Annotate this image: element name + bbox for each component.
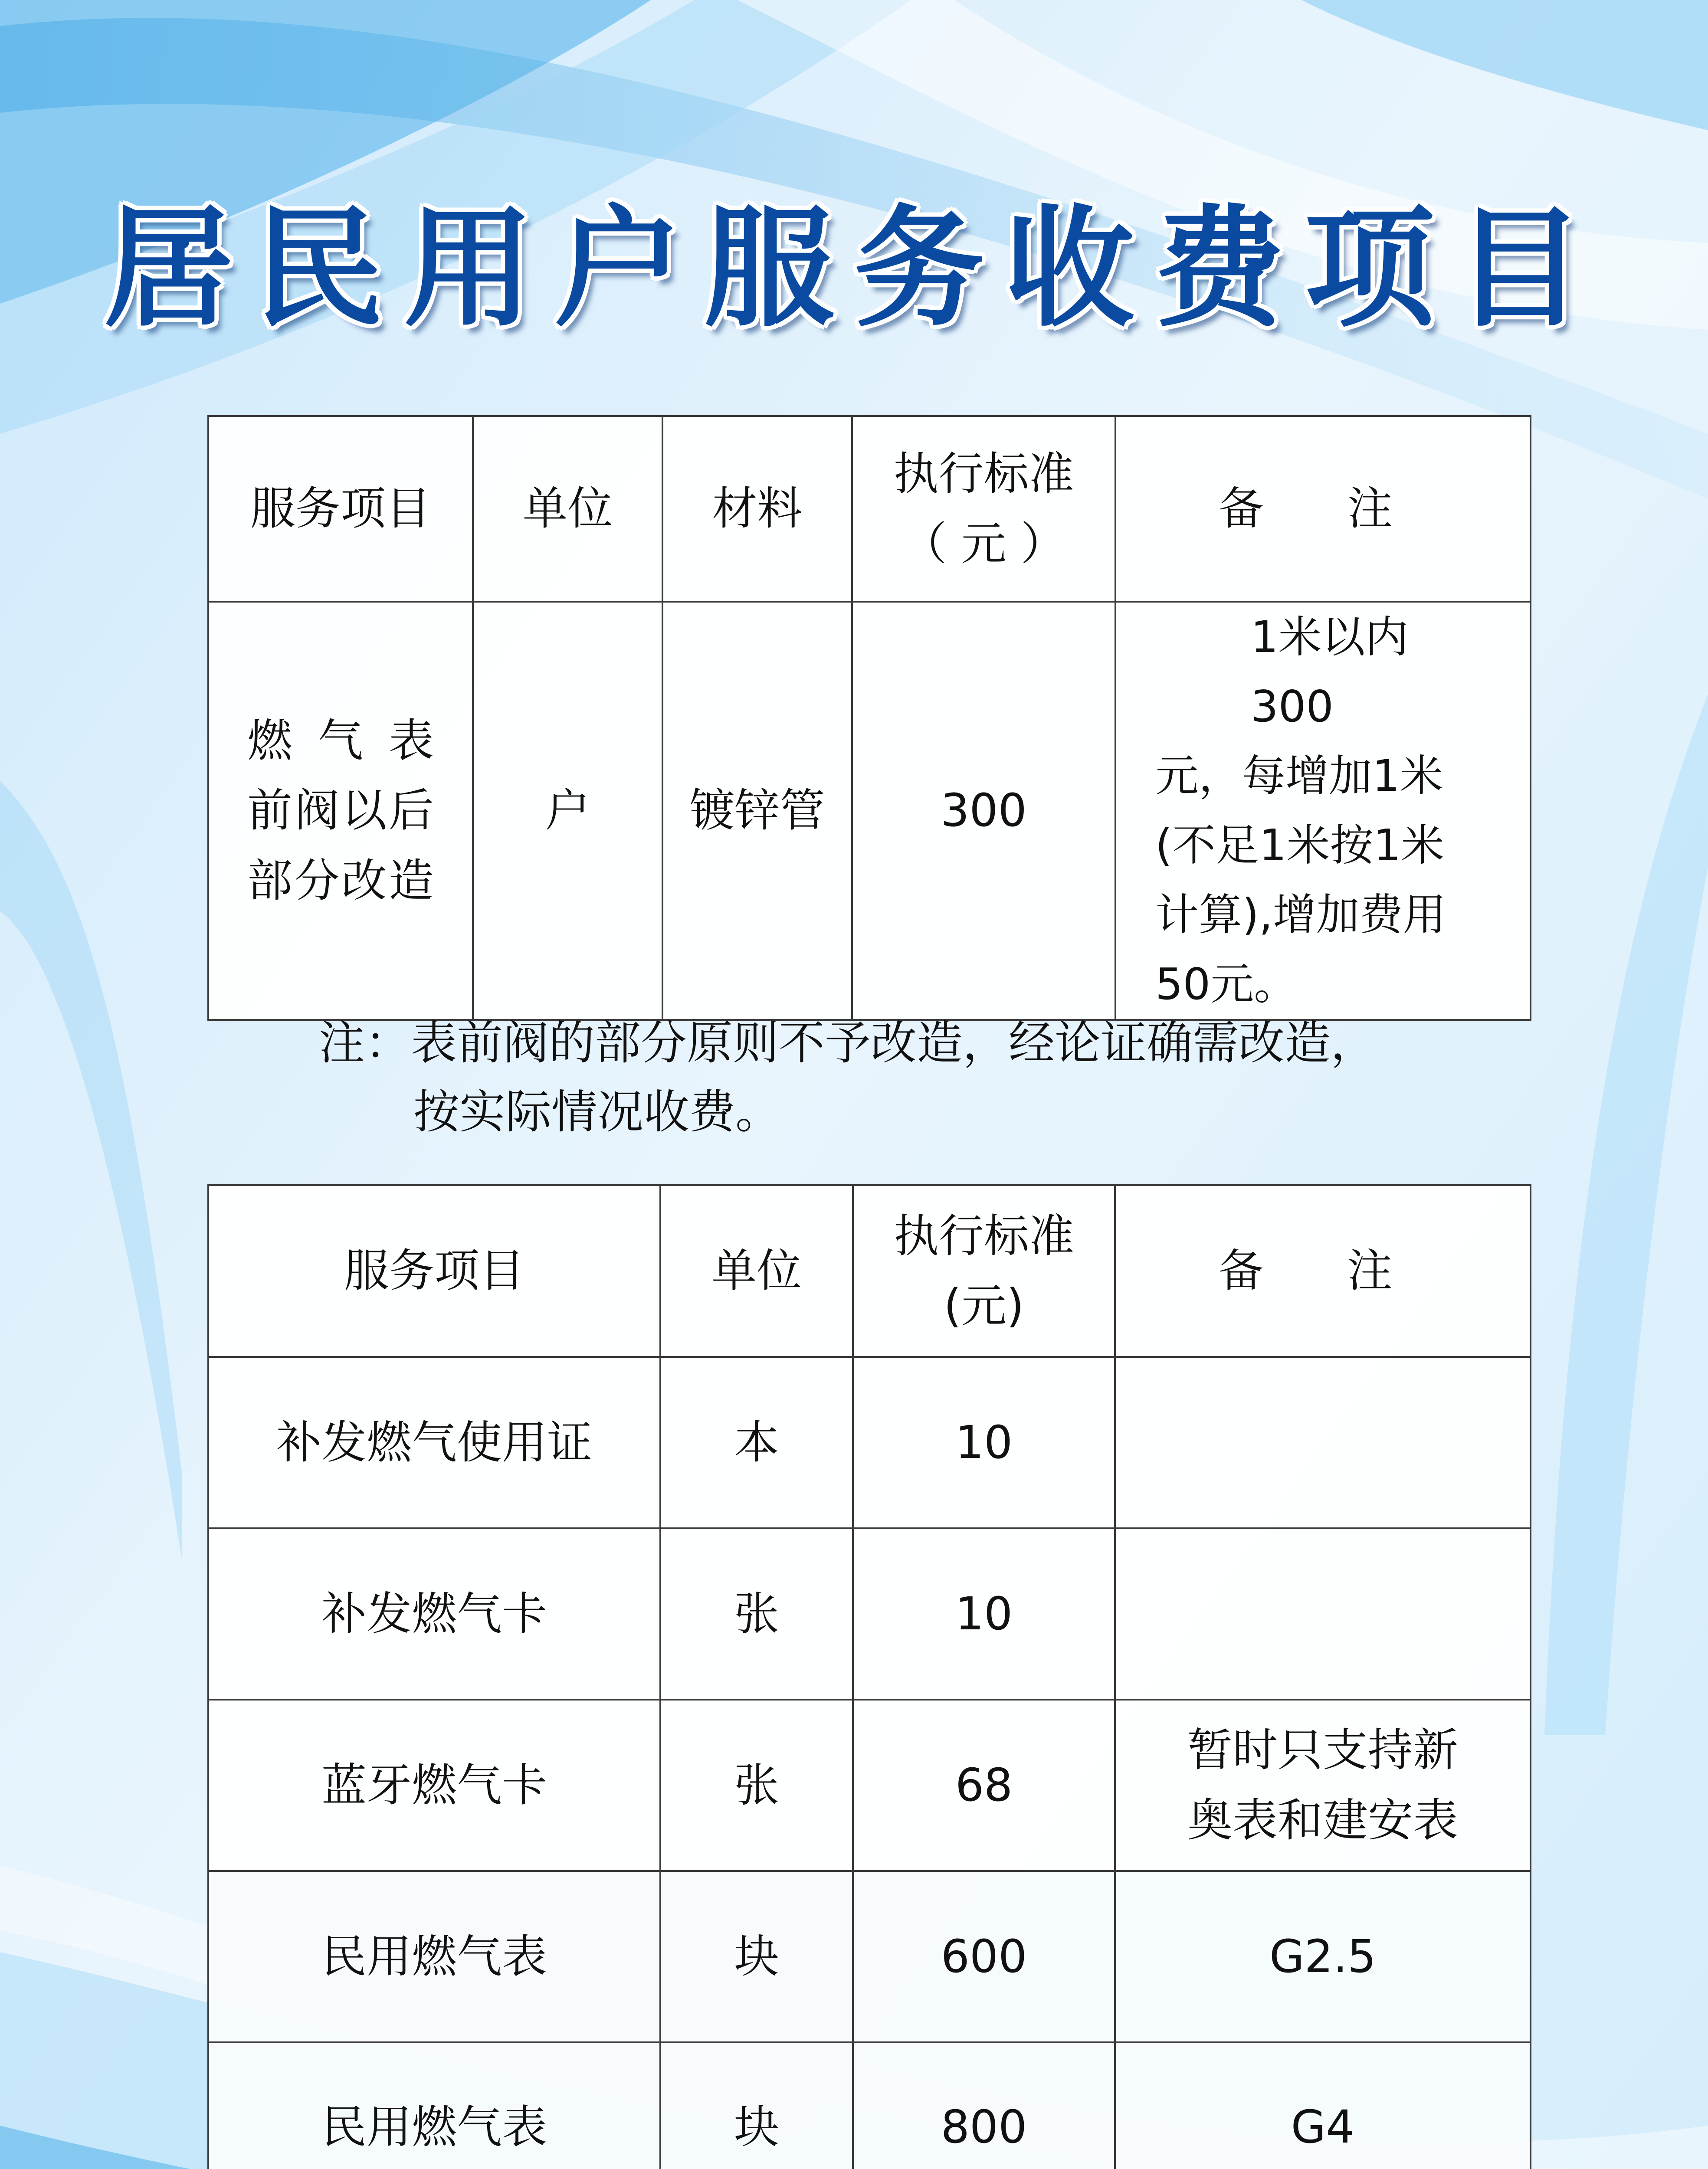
remark-line2: 元，每增加1米 (1155, 750, 1443, 801)
cell-item: 蓝牙燃气卡 (208, 1700, 660, 1871)
cell-standard: 68 (853, 1700, 1115, 1871)
header-item: 服务项目 (208, 1185, 660, 1357)
table-row (208, 2042, 1531, 2169)
header-standard-line2: （ 元 ） (902, 517, 1066, 570)
header-remark: 备 注 (1115, 416, 1531, 602)
header-item: 服务项目 (208, 416, 473, 602)
cell-standard: 300 (852, 602, 1115, 1020)
table-row (208, 1528, 1531, 1700)
cell-item: 补发燃气使用证 (208, 1357, 660, 1528)
cell-standard: 10 (853, 1357, 1115, 1528)
header-unit: 单位 (473, 416, 662, 602)
cell-item: 补发燃气卡 (208, 1528, 660, 1700)
page-title: 居民用户服务收费项目 (103, 193, 1605, 344)
header-standard-line2: (元) (944, 1279, 1024, 1332)
table-header-row (208, 416, 1531, 602)
cell-unit: 块 (660, 2042, 853, 2169)
cell-material: 镀锌管 (662, 602, 852, 1020)
header-standard-line1: 执行标准 (893, 447, 1074, 500)
table-row (208, 602, 1531, 1020)
cell-item: 民用燃气表 (208, 2042, 660, 2169)
header-unit: 单位 (660, 1185, 853, 1357)
cell-unit: 户 (473, 602, 662, 1020)
cell-standard: 600 (853, 1871, 1115, 2042)
table-row (208, 1357, 1531, 1528)
header-standard-line1: 执行标准 (893, 1209, 1074, 1262)
remark-line4: 计算),增加费用 (1155, 889, 1446, 940)
header-standard (853, 1185, 1115, 1357)
fee-table-renovation (207, 415, 1531, 1021)
footnote (319, 1009, 1377, 1147)
header-material: 材料 (662, 416, 852, 602)
cell-remark (1115, 1528, 1531, 1700)
cell-item: 民用燃气表 (208, 1871, 660, 2042)
cell-remark: G2.5 (1115, 1871, 1531, 2042)
cell-standard: 800 (853, 2042, 1115, 2169)
remark-line5: 50元。 (1155, 959, 1298, 1009)
item-line3: 部分改造 (247, 854, 434, 907)
cell-item (208, 602, 473, 1020)
item-line2: 前阀以后 (247, 784, 434, 837)
table-header-row (208, 1185, 1531, 1357)
fee-table-services (207, 1184, 1531, 2169)
footnote-line2: 按实际情况收费。 (413, 1085, 781, 1139)
remark-line1: 1米以内300 (1251, 612, 1409, 732)
cell-remark (1115, 602, 1531, 1020)
table-row (208, 1700, 1531, 1871)
cell-unit: 本 (660, 1357, 853, 1528)
remark-line3: (不足1米按1米 (1155, 820, 1445, 871)
remark-line1: 暂时只支持新 (1187, 1723, 1458, 1777)
header-standard (852, 416, 1115, 602)
cell-remark (1115, 1357, 1531, 1528)
table-row (208, 1871, 1531, 2042)
remark-line2: 奥表和建安表 (1187, 1793, 1458, 1847)
cell-standard: 10 (853, 1528, 1115, 1700)
item-line1: 燃气表 (247, 714, 434, 767)
cell-unit: 张 (660, 1528, 853, 1700)
header-remark: 备 注 (1115, 1185, 1531, 1357)
footnote-line1: 注：表前阀的部分原则不予改造，经论证确需改造， (319, 1016, 1377, 1070)
cell-unit: 张 (660, 1700, 853, 1871)
cell-remark (1115, 1700, 1531, 1871)
cell-remark: G4 (1115, 2042, 1531, 2169)
remark-text (1116, 603, 1530, 1019)
cell-unit: 块 (660, 1871, 853, 2042)
